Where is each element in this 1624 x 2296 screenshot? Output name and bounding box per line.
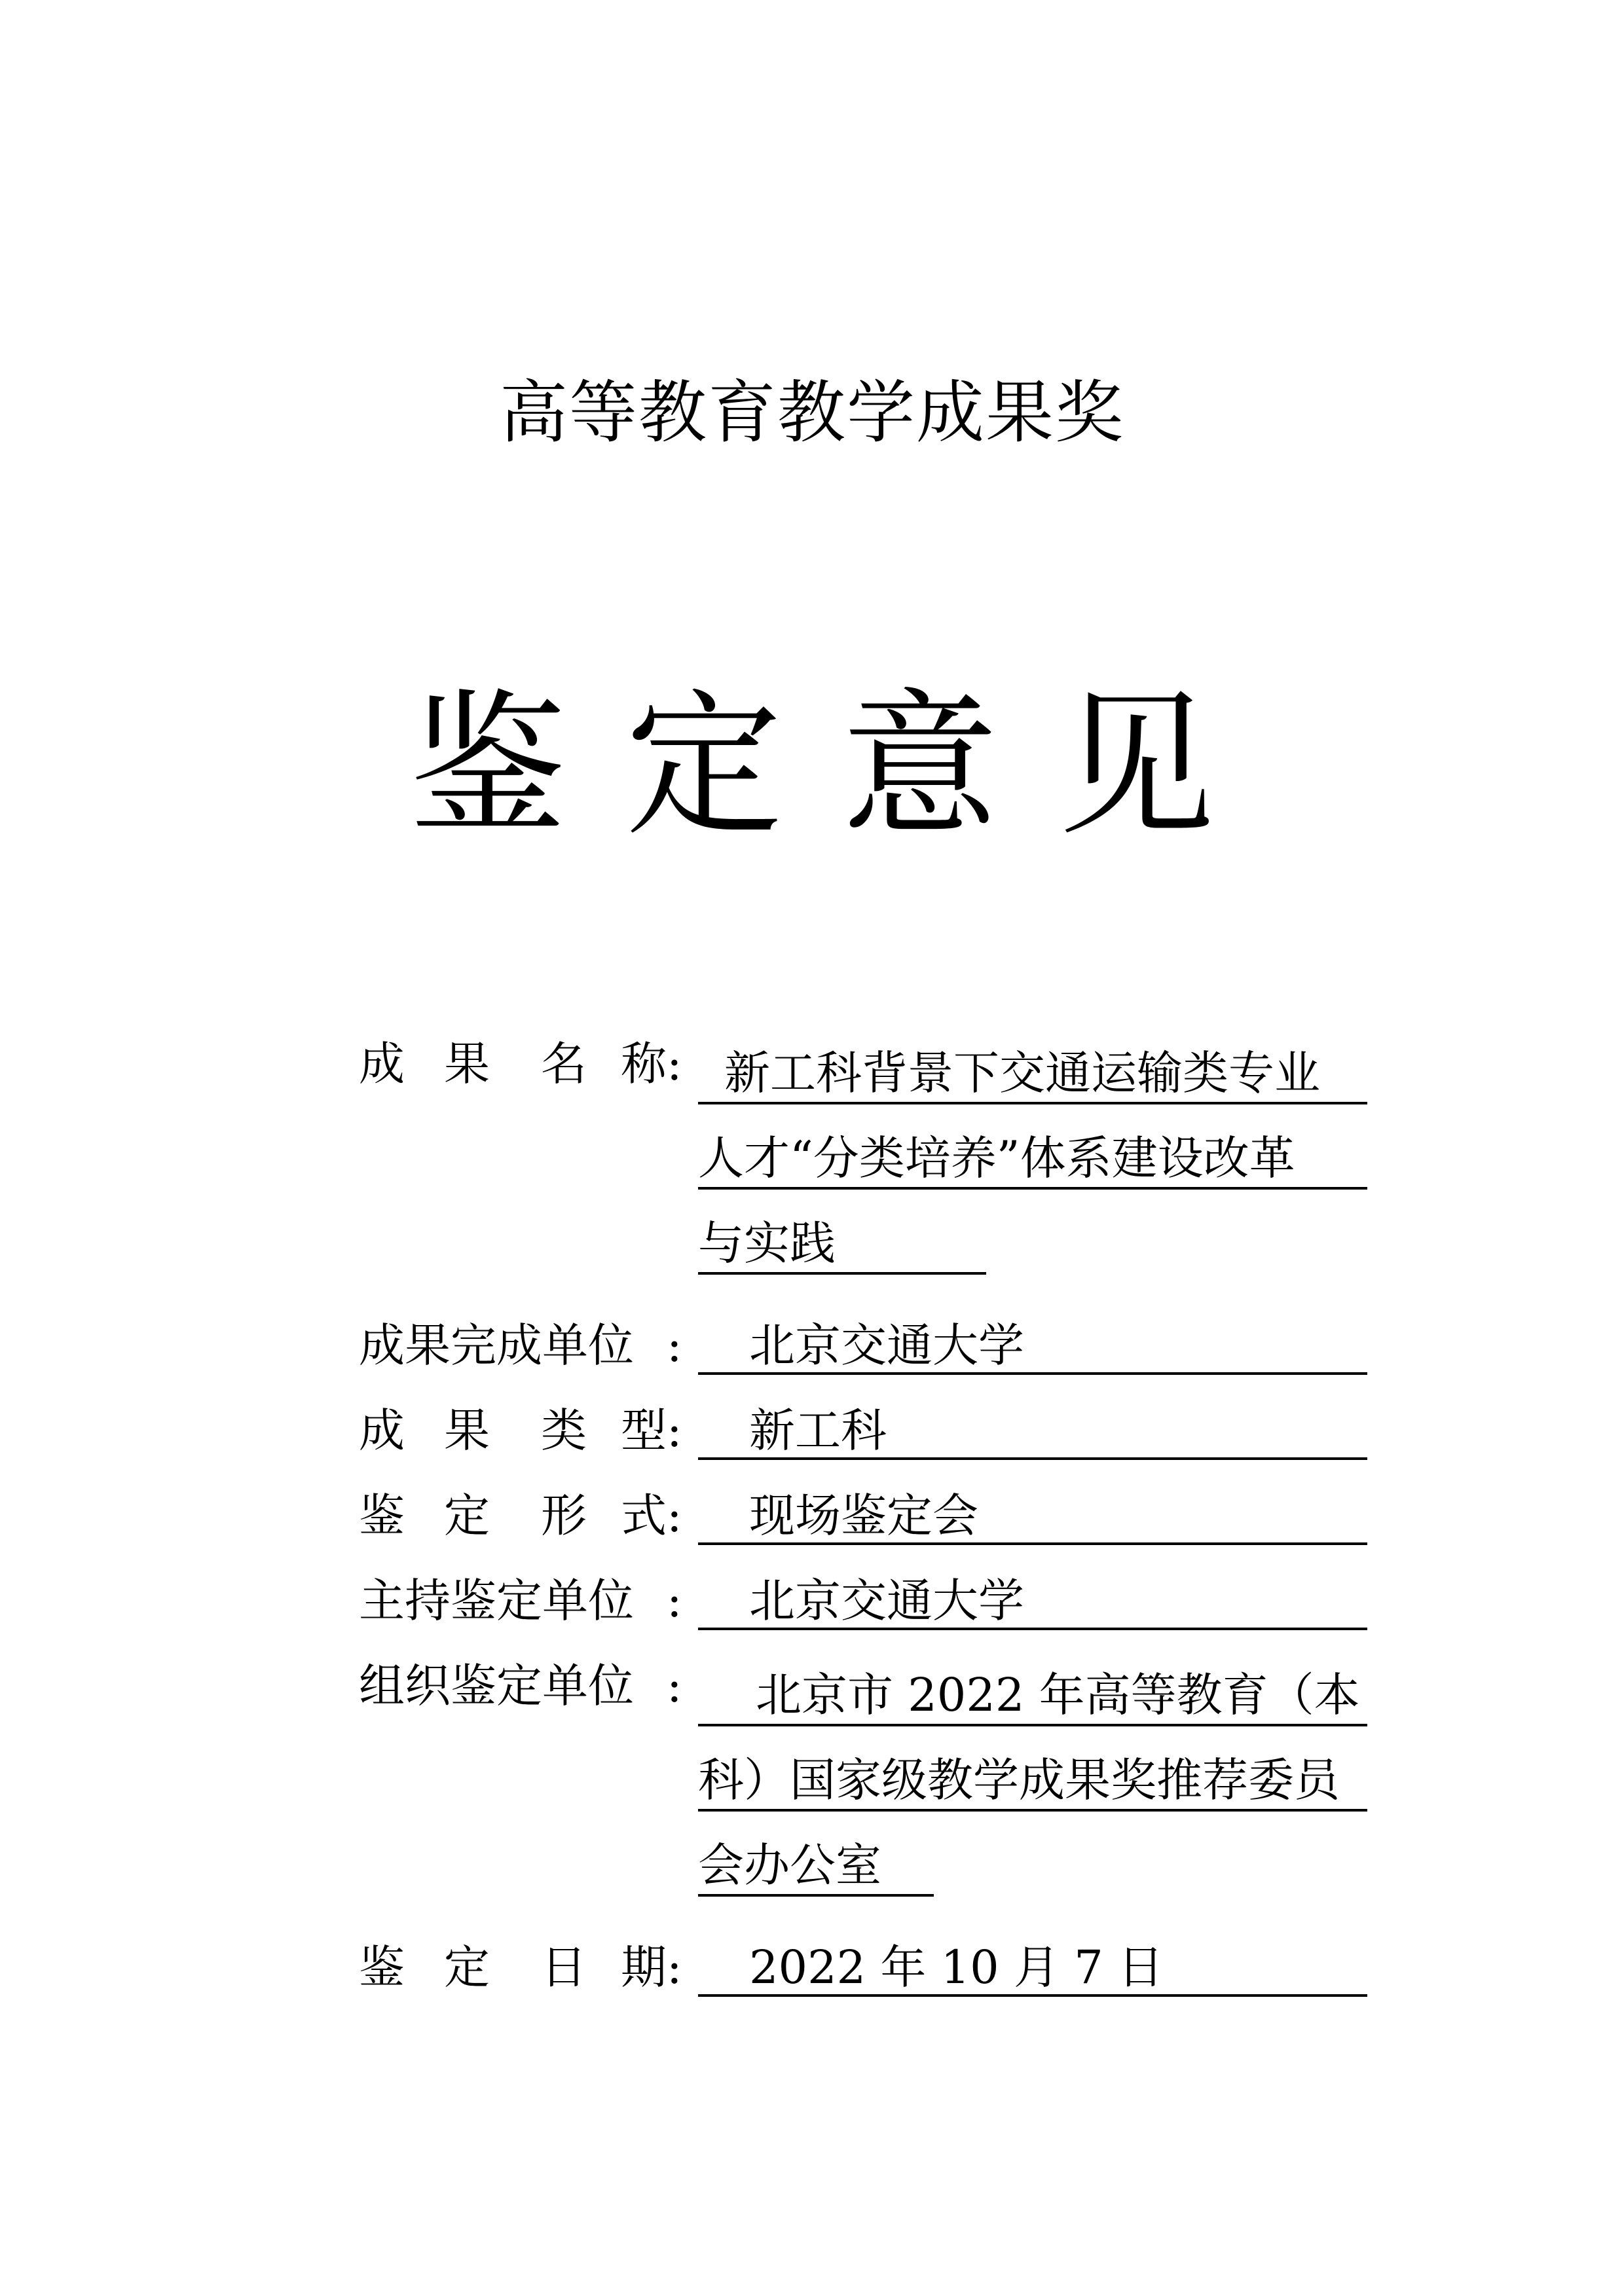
field-value bbox=[698, 1034, 1367, 1290]
field-host-unit bbox=[359, 1571, 1367, 1630]
field-label: 组织鉴定单位 : bbox=[359, 1659, 682, 1713]
value-line: 科）国家级教学成果奖推荐委员 bbox=[698, 1751, 1367, 1812]
field-completion-unit bbox=[359, 1316, 1367, 1375]
field-value: 北京交通大学 bbox=[698, 1571, 1367, 1630]
field-achievement-name bbox=[359, 1034, 1367, 1290]
field-label: 成 果 名 称 : bbox=[359, 1037, 682, 1091]
value-line: 与实践 bbox=[698, 1214, 986, 1275]
field-appraisal-date bbox=[359, 1938, 1367, 1997]
value-line: 北京市 2022 年高等教育（本 bbox=[698, 1666, 1367, 1726]
value-line: 新工科背景下交通运输类专业 bbox=[698, 1044, 1367, 1104]
field-label: 主持鉴定单位 : bbox=[359, 1574, 682, 1628]
field-organizing-unit bbox=[359, 1656, 1367, 1912]
field-label: 成 果 类 型 : bbox=[359, 1404, 682, 1457]
field-value: 新工科 bbox=[698, 1401, 1367, 1460]
field-value: 现场鉴定会 bbox=[698, 1486, 1367, 1545]
field-label: 鉴 定 日 期 : bbox=[359, 1941, 682, 1994]
value-line: 人才“分类培养”体系建设改革 bbox=[698, 1129, 1367, 1190]
field-label: 鉴 定 形 式 : bbox=[359, 1489, 682, 1542]
value-line: 会办公室 bbox=[698, 1836, 934, 1897]
field-value: 北京交通大学 bbox=[698, 1316, 1367, 1375]
field-appraisal-form bbox=[359, 1486, 1367, 1545]
document-title: 鉴定意见 bbox=[409, 674, 1274, 858]
field-value bbox=[698, 1656, 1367, 1912]
field-achievement-type bbox=[359, 1401, 1367, 1460]
document-heading: 高等教育教学成果奖 bbox=[499, 373, 1124, 452]
field-label: 成果完成单位 : bbox=[359, 1319, 682, 1372]
appraisal-fields bbox=[359, 1034, 1367, 2023]
field-value: 2022 年 10 月 7 日 bbox=[698, 1938, 1367, 1997]
